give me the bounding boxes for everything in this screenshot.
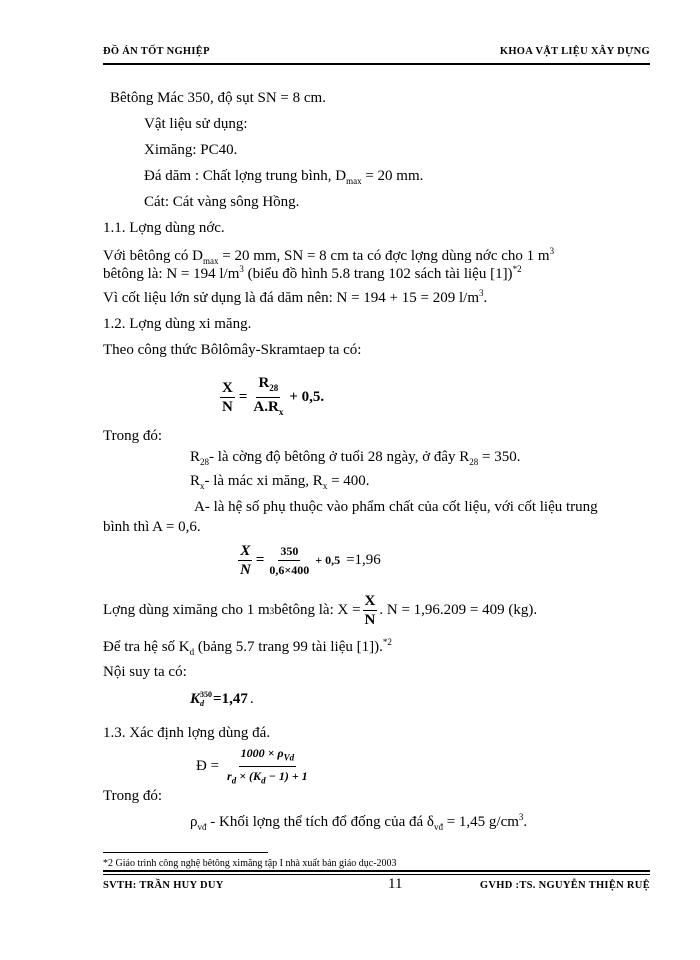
- footer-student: SVTH: TRẦN HUY DUY: [103, 880, 224, 891]
- footnote: *2 Giáo trình công nghệ bêtông ximăng tập I nhà xuất bản giáo dục-2003: [103, 858, 397, 869]
- header-left: ĐỒ ÁN TỐT NGHIỆP: [103, 46, 210, 57]
- page-number: 11: [388, 876, 403, 892]
- header-right: KHOA VẬT LIỆU XÂY DỰNG: [499, 46, 650, 57]
- bolomay-formula: $\frac{X}{N}$ = $\frac{R_{28}}{A.R_x}$ + 0,5 .: [220, 374, 324, 421]
- footer-rule-top: [103, 870, 650, 872]
- x-over-n-fraction-2: $\frac{X}{N}$: [240, 543, 251, 578]
- concrete-grade-line: Bêtông Mác 350, độ sụt SN = 8 cm.: [110, 90, 326, 106]
- x-over-n-calculation: $\frac{X}{N}$ = $\frac{350}{0,6\times 400}$ + 0,5 =1,96: [240, 543, 381, 578]
- x-over-n-inline-fraction: $\frac{X}{N}$: [364, 593, 376, 628]
- x-over-n-fraction: $\frac{X}{N}$: [222, 380, 233, 415]
- materials-label: Vật liệu sử dụng:: [144, 116, 248, 132]
- where-label-2: Trong đó:: [103, 788, 163, 804]
- water-paragraph-line1: Với bêtông có $D_{max} = 20$ mm, SN = 8 cm ta có đợc lợng dùng nớc cho 1 $m^3$: [103, 246, 555, 266]
- where-label-1: Trong đó:: [103, 428, 163, 444]
- footer-advisor: GVHD :TS. NGUYỄN THIỆN RUỆ: [479, 880, 650, 891]
- r28-definition: $R_{28}-$ là cờng độ bêtông ở tuổi 28 ngày, ở đây $R_{28} = 350$.: [190, 449, 521, 467]
- section-1-1-heading: 1.1. Lợng dùng nớc.: [103, 220, 225, 236]
- a-definition-line1: A- là hệ số phụ thuộc vào phẩm chất của cốt liệu, với cốt liệu trung: [194, 499, 598, 515]
- aggregate-line: Đá dăm : Chất lợng trung bình, $D_{max} = 20$ mm.: [144, 168, 424, 186]
- stone-quantity-formula: Đ = $\frac{1000 \times \rho_{Vd}}{r_d \times (K_d - 1) + 1}$: [196, 744, 310, 790]
- rho-definition: $\rho_{vđ}$ - Khối lợng thể tích đổ đống của đá $\delta_{vđ} = 1,45$ $g/cm^3$.: [190, 812, 528, 832]
- water-paragraph-line2: bêtông là: N = 194 $l/m^3$ (biểu đồ hình 5.8 trang 102 sách tài liệu [1])$^{*2}$: [103, 264, 522, 282]
- section-1-2-heading: 1.2. Lợng dùng xi măng.: [103, 316, 252, 332]
- formula-intro: Theo công thức Bôlômây-Skramtaep ta có:: [103, 342, 362, 358]
- footer-rule-bottom: [103, 874, 650, 875]
- header-rule: [103, 63, 650, 65]
- cement-line: Ximăng: PC40.: [144, 142, 238, 158]
- section-1-3-heading: 1.3. Xác định lợng dùng đá.: [103, 725, 271, 741]
- stone-fraction: $\frac{1000 \times \rho_{Vd}}{r_d \times (K_d - 1) + 1}$: [227, 746, 308, 786]
- 350-over-240-fraction: $\frac{350}{0,6\times 400}$: [269, 544, 310, 577]
- water-total-line: Vì cốt liệu lớn sử dụng là đá dăm nên: N = 194 + 15 = 209 $l/m^3$.: [103, 288, 488, 306]
- interpolation-label: Nội suy ta có:: [103, 664, 187, 680]
- footnote-rule: [103, 852, 268, 853]
- r28-over-arx-fraction: $\frac{R_{28}}{A.R_x}$: [253, 375, 284, 417]
- kd-lookup-line: Để tra hệ số $K_d$ (bảng 5.7 trang 99 tài liệu [1]).$^{*2}$: [103, 637, 392, 657]
- kd-value-formula: K 350 d =1,47 .: [190, 690, 254, 708]
- sand-line: Cát: Cát vàng sông Hồng.: [144, 194, 300, 210]
- a-definition-line2: bình thì A = 0,6.: [103, 519, 201, 535]
- cement-quantity-line: Lợng dùng ximăng cho 1 m 3 bêtông là: X = $\frac{X}{N}$ . N = 1,96.209 = 409 (kg).: [103, 593, 538, 628]
- rx-definition: $R_x-$ là mác xi măng, $R_x = 400$.: [190, 473, 370, 491]
